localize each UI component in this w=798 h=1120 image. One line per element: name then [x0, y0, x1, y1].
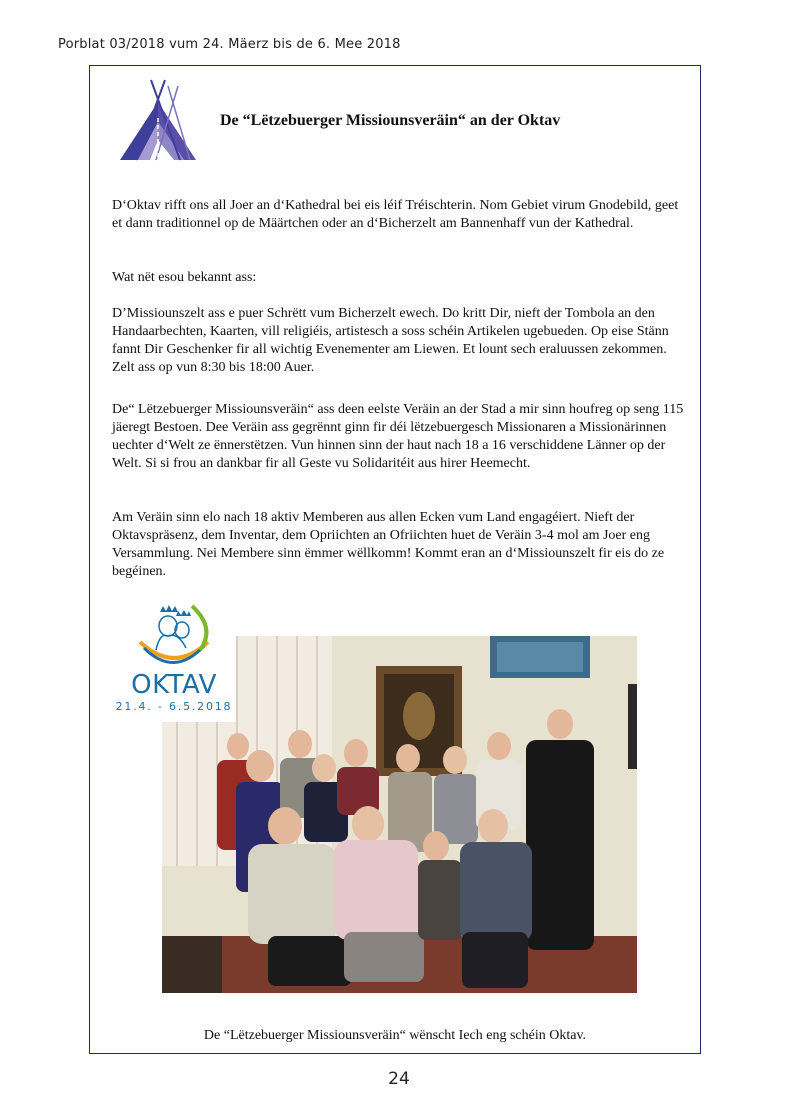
- body-paragraph: D‘Oktav rifft ons all Joer an d‘Kathedral bei eis léif Tréischterin. Nom Gebiet virum Gnodebild, geet et dann traditionnel op de Määrtchen oder an d‘Bicherzelt am Bannenhaff vun der Kathedral.: [112, 198, 679, 231]
- body-paragraph: De“ Lëtzebuerger Missiounsveräin“ ass deen eelste Veräin an der Stad a mir sinn houfreg op seng 115 jäeregt Bestoen. Dee Veräin ass gegrënnt ginn fir déi lëtzebuergesch Missionaren a Missionärinnen uechter d‘Welt ze ënnerstëtzen. Vun hinnen sinn der haut nach 18 a 16 verschiddene Länner op der Welt. Si si frou an dankbar fir all Geste vu Solidaritéit aus hirer Heemecht.: [112, 402, 684, 471]
- body-paragraph: D’Missiounszelt ass e puer Schrëtt vum Bicherzelt ewech. Do kritt Dir, nieft der Tombola an den Handaarbechten, Kaarten, vill religiéis, artistesch a soss schéin Artikelen ugebueden. Op eise Stänn fannt Dir Geschenker fir all wichtig Evenementer am Liewen. Et lount sech eraluussen zekommen. Zelt ass op vun 8:30 bis 18:00 Auer.: [112, 306, 669, 375]
- body-paragraph: Am Veräin sinn elo nach 18 aktiv Memberen aus allen Ecken vum Land engagéiert. Nieft der Oktavspräsenz, dem Inventar, dem Opriichten an Ofriichten huet de Veräin 3-4 mol am Joer eng Versammlung. Nei Membere sinn ëmmer wëllkomm! Kommt eran an d‘Missiounszelt fir eis do ze begéinen.: [112, 510, 665, 579]
- oktav-wordmark: OKTAV: [131, 670, 217, 700]
- article-title: De “Lëtzebuerger Missiounsveräin“ an der Oktav: [220, 112, 561, 129]
- oktav-logo: [112, 596, 236, 722]
- body-paragraph: Wat nët esou bekannt ass:: [112, 270, 257, 285]
- photo-caption: De “Lëtzebuerger Missiounsveräin“ wënscht Iech eng schéin Oktav.: [203, 1028, 587, 1043]
- oktav-dates: 21.4. - 6.5.2018: [115, 700, 233, 713]
- running-head: Porblat 03/2018 vum 24. Mäerz bis de 6. Mee 2018: [58, 37, 401, 52]
- madonna-crowns-icon: [134, 602, 214, 668]
- page-number: 24: [388, 1069, 410, 1089]
- crossed-staves-tent-icon: [118, 78, 198, 162]
